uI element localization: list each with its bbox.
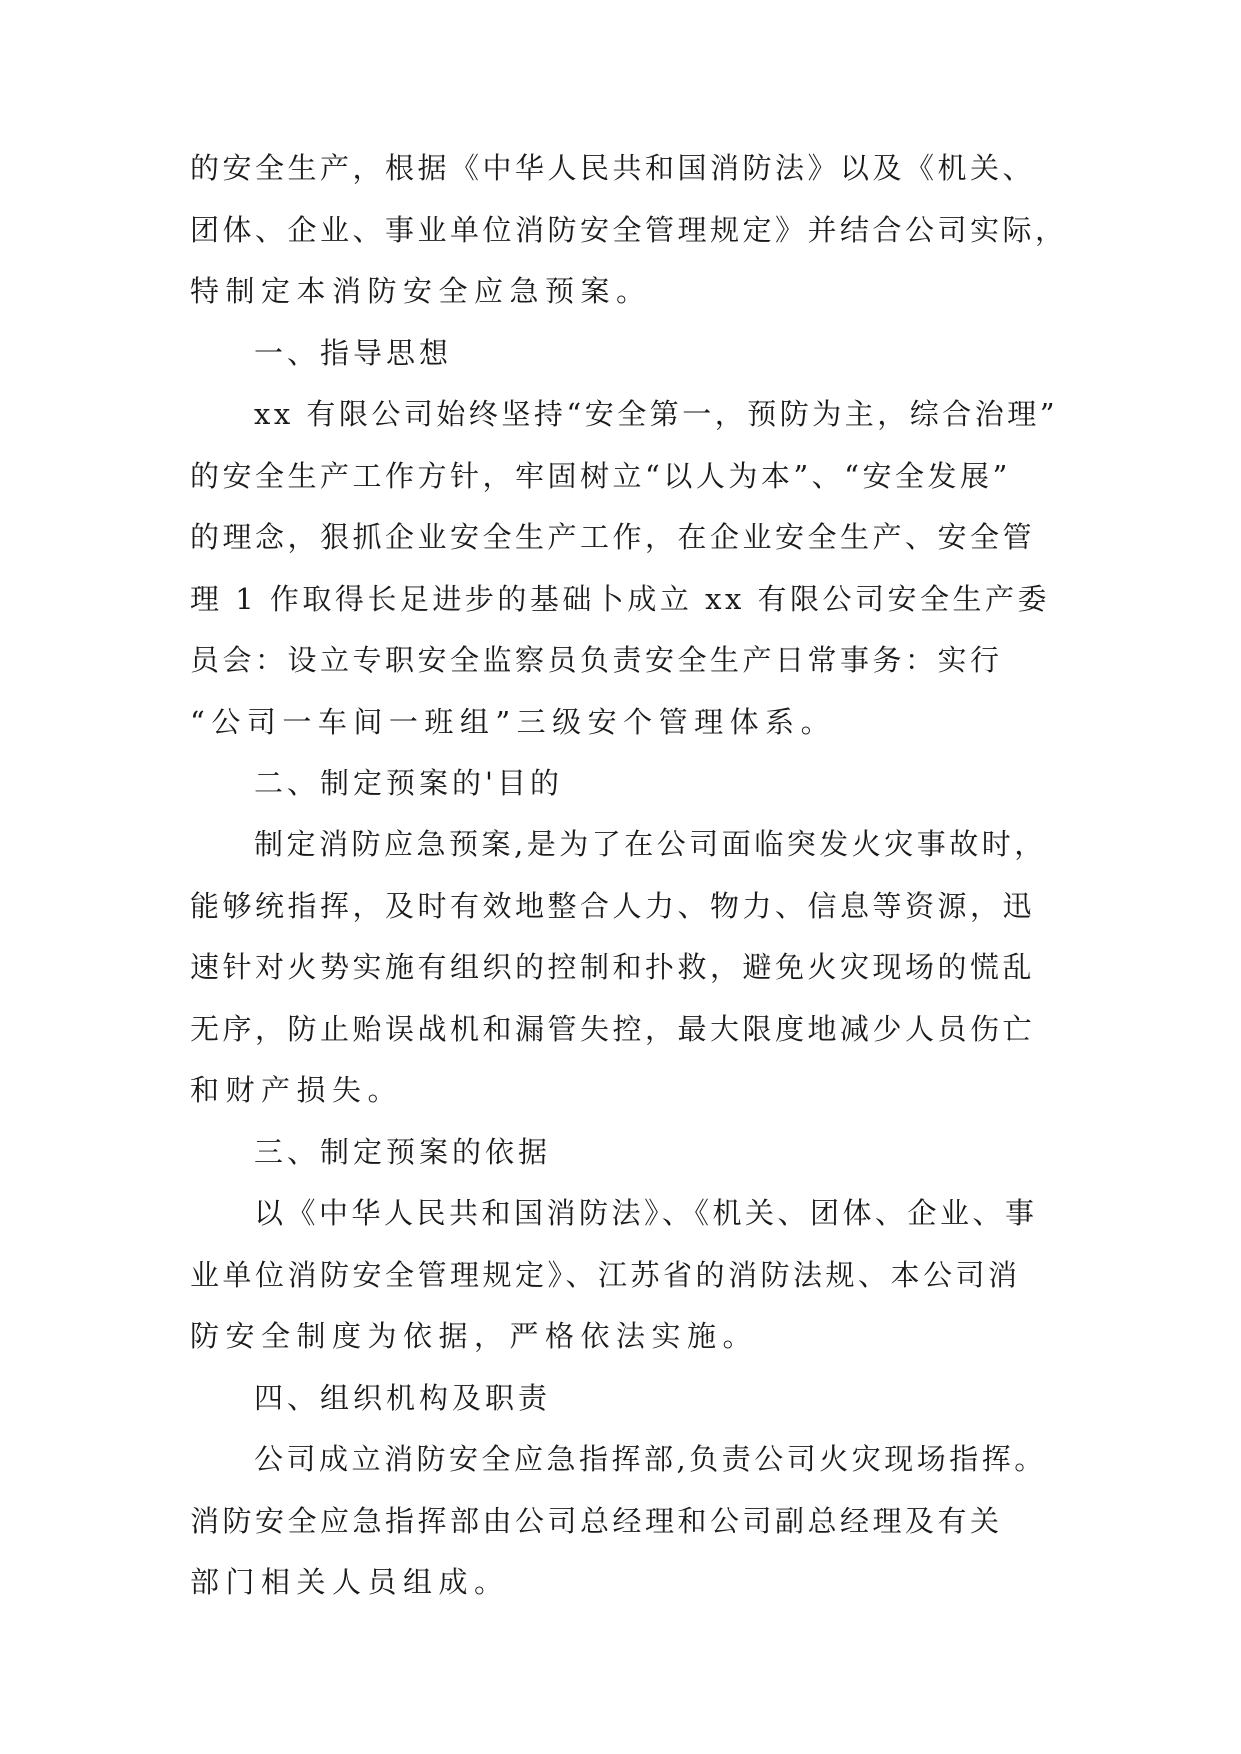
section-heading-organization: 四、组织机构及职责 <box>254 1381 552 1415</box>
body-text-line: 的安全生产，根据《中华人民共和国消防法》以及《机关、 <box>190 151 1036 185</box>
body-text-line: 和财产损失。 <box>190 1073 404 1107</box>
body-text-line: 消防安全应急指挥部由公司总经理和公司副总经理及有关 <box>190 1504 1003 1538</box>
body-text-line: 部门相关人员组成。 <box>190 1565 510 1599</box>
body-text-line: 速针对火势实施有组织的控制和扑救，避免火灾现场的慌乱 <box>190 950 1036 984</box>
body-text-line: 员会：设立专职安全监察员负责安全生产日常事务：实行 <box>190 643 1003 677</box>
body-text-line: xx 有限公司始终坚持“安全第一，预防为主，综合治理” <box>254 397 1059 431</box>
body-text-line: “公司一车间一班组”三级安个管理体系。 <box>190 705 837 739</box>
body-text-line: 特制定本消防安全应急预案。 <box>190 274 652 308</box>
body-text-line: 业单位消防安全管理规定》、江苏省的消防法规、本公司消 <box>190 1258 1021 1292</box>
body-text-line: 理 1 作取得长足进步的基础卜成立 xx 有限公司安全生产委 <box>190 582 1051 616</box>
body-text-line: 无序，防止贻误战机和漏管失控，最大限度地减少人员伤亡 <box>190 1012 1036 1046</box>
body-text-line: 制定消防应急预案,是为了在公司面临突发火灾事故时， <box>254 827 1047 861</box>
body-text-line: 防安全制度为依据，严格依法实施。 <box>190 1319 759 1353</box>
body-text-line: 以《中华人民共和国消防法》、《机关、团体、企业、事 <box>254 1196 1038 1230</box>
body-text-line: 的理念，狠抓企业安全生产工作，在企业安全生产、安全管 <box>190 520 1036 554</box>
section-heading-guiding-ideology: 一、指导思想 <box>254 336 453 370</box>
body-text-line: 的安全生产工作方针，牢固树立“以人为本”、“安全发展” <box>190 459 1011 493</box>
section-heading-purpose: 二、制定预案的'目的 <box>254 766 563 800</box>
body-text-line: 团体、企业、事业单位消防安全管理规定》并结合公司实际， <box>190 213 1068 247</box>
body-text-line: 公司成立消防安全应急指挥部,负责公司火灾现场指挥。 <box>254 1442 1047 1476</box>
section-heading-basis: 三、制定预案的依据 <box>254 1135 552 1169</box>
body-text-line: 能够统指挥，及时有效地整合人力、物力、信息等资源，迅 <box>190 889 1036 923</box>
